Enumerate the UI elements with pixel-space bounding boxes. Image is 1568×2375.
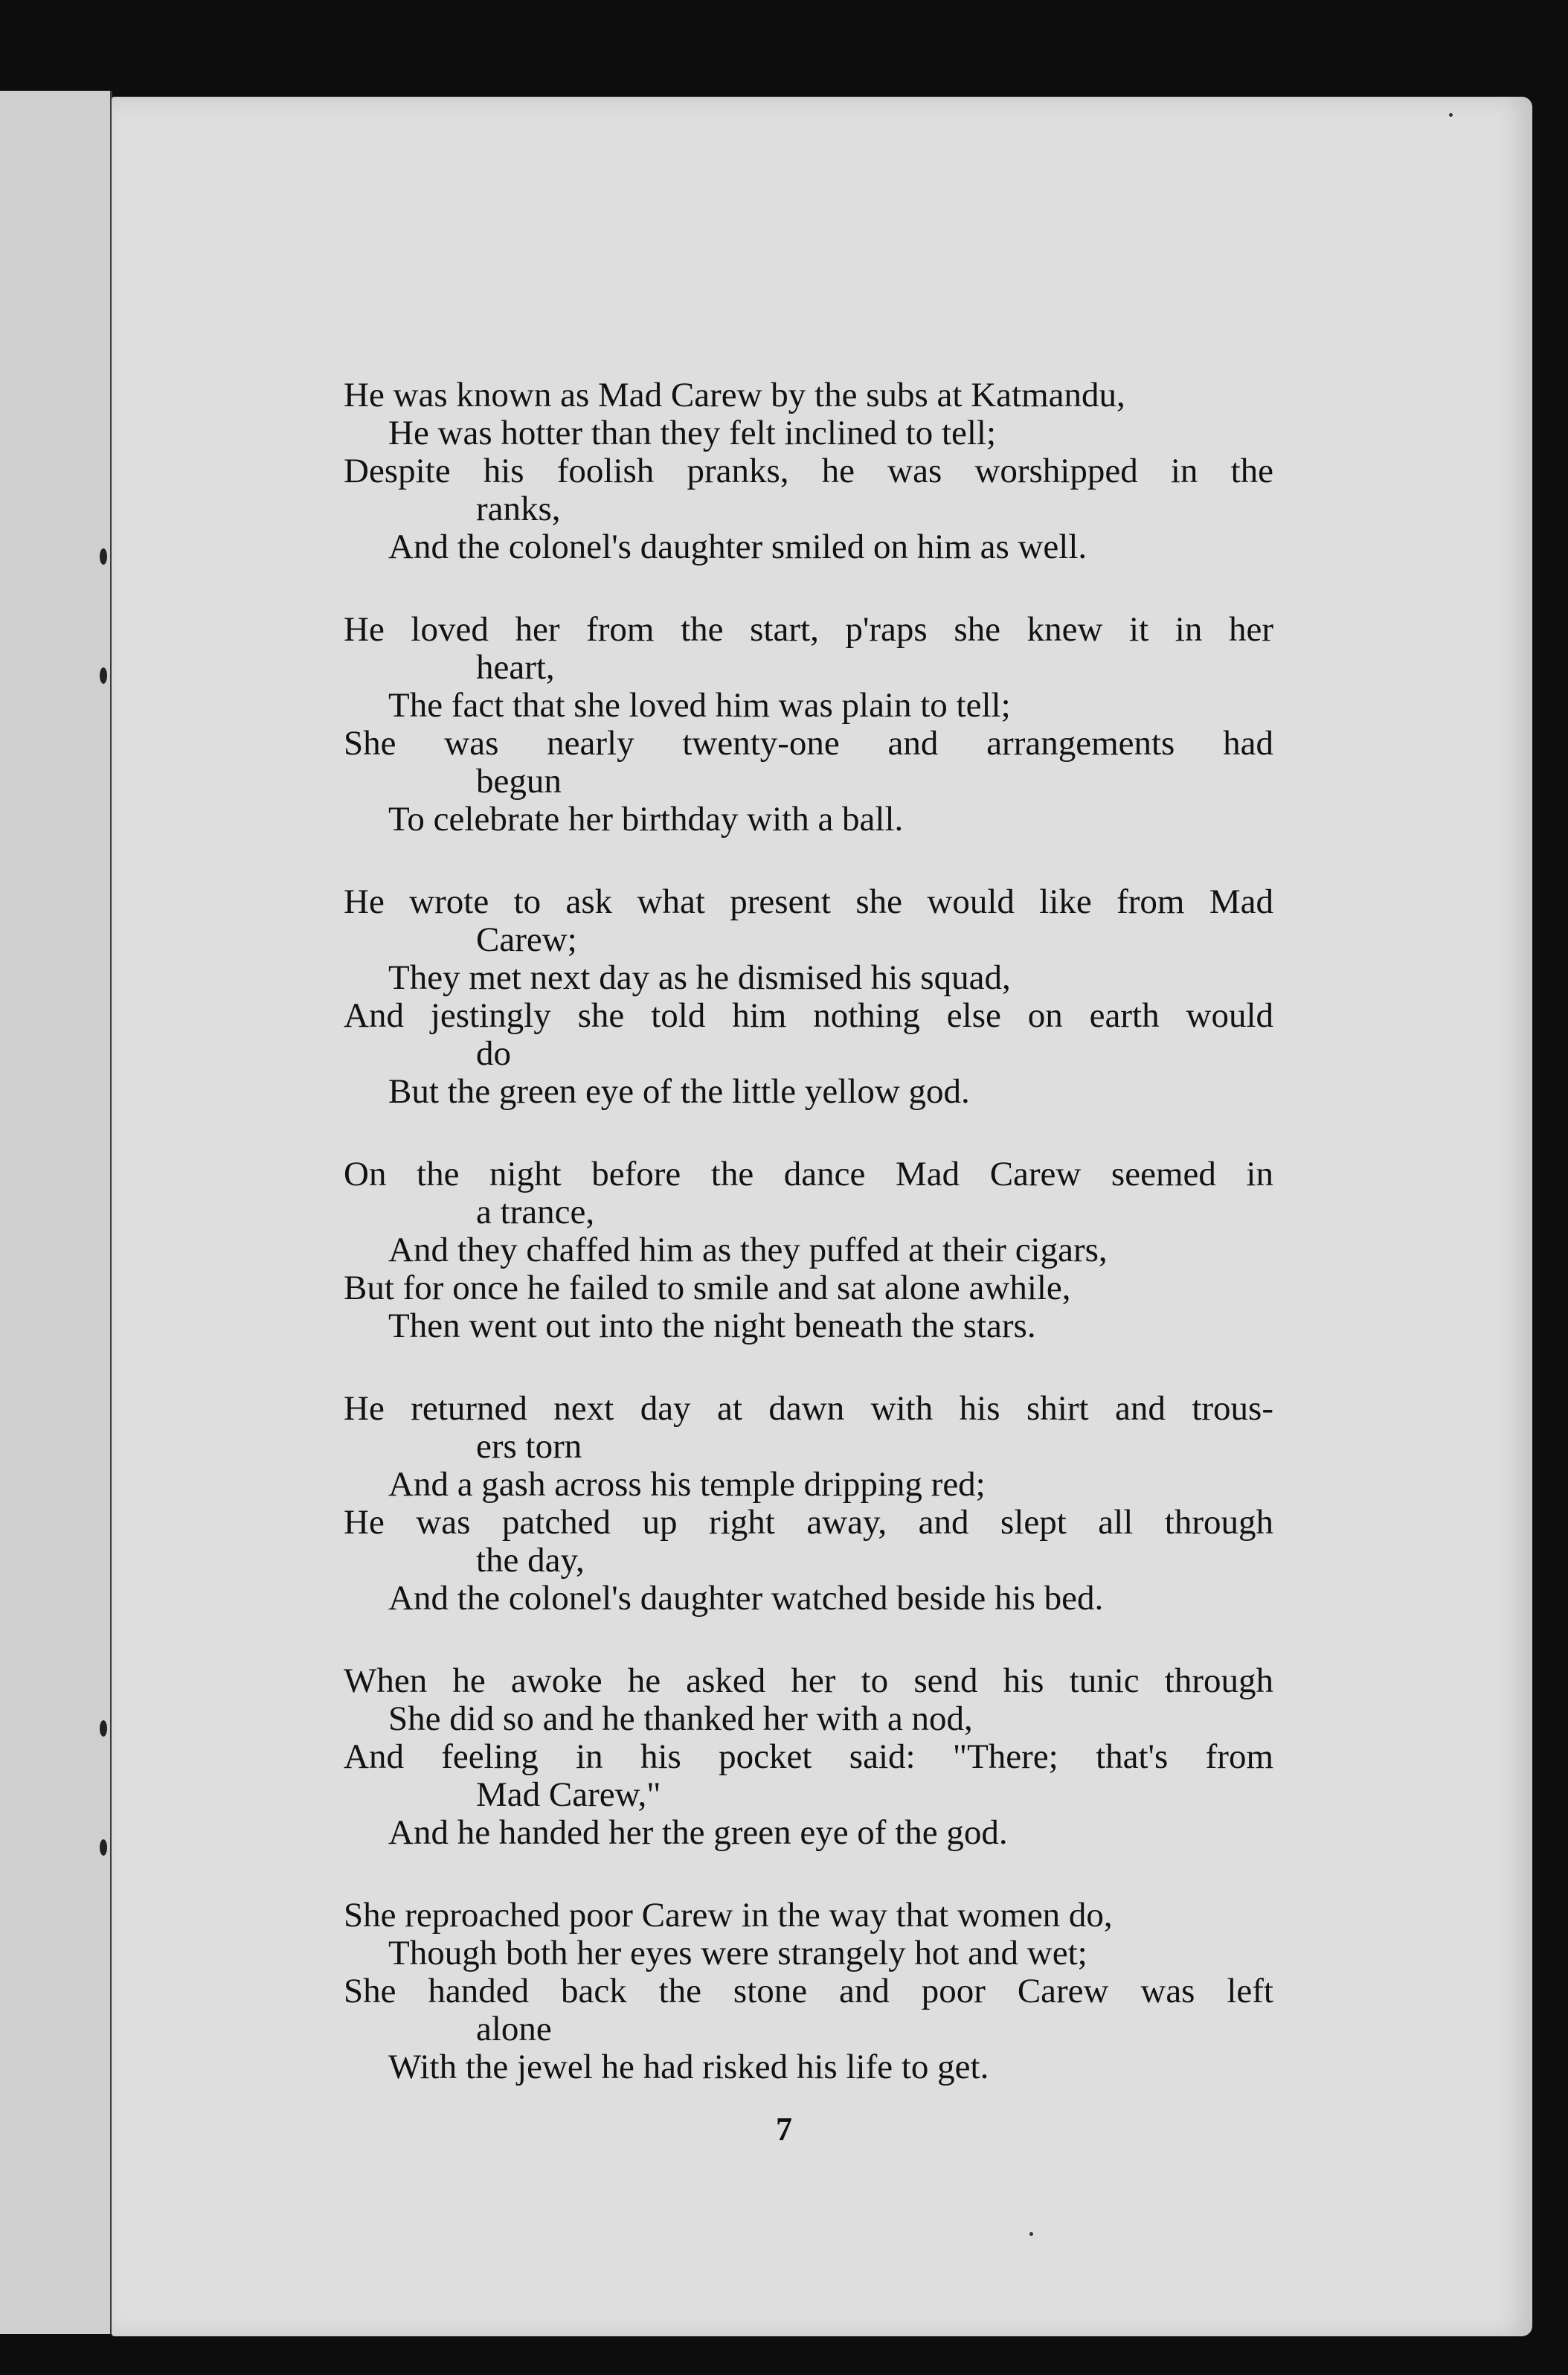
poem-line: He wrote to ask what present she would like from Mad [344, 882, 1273, 921]
paper-speck [1029, 2232, 1033, 2236]
stanza [344, 1390, 1273, 1618]
poem-line: And a gash across his temple dripping red; [388, 1465, 986, 1504]
poem-line: When he awoke he asked her to send his tunic through [344, 1661, 1273, 1700]
poem-line: He returned next day at dawn with his shirt and trous- [344, 1389, 1273, 1428]
binding-stitch-mark [100, 1720, 107, 1737]
poem-line: heart, [476, 648, 555, 687]
poem-line: And the colonel's daughter watched beside his bed. [388, 1579, 1104, 1618]
stanza [344, 1156, 1273, 1345]
left-page-edge [0, 91, 112, 2334]
poem-line: The fact that she loved him was plain to tell; [388, 686, 1011, 725]
poem-line: But for once he failed to smile and sat alone awhile, [344, 1269, 1071, 1307]
poem-line: And they chaffed him as they puffed at their cigars, [388, 1231, 1108, 1269]
poem-line: He loved her from the start, p'raps she knew it in her [344, 610, 1273, 649]
poem-line: do [476, 1034, 511, 1073]
poem-line: She reproached poor Carew in the way that women do, [344, 1896, 1113, 1935]
binding-stitch-mark [100, 548, 107, 565]
poem-line: On the night before the dance Mad Carew seemed in [344, 1155, 1273, 1193]
poem-line: And feeling in his pocket said: "There; that's from [344, 1737, 1273, 1776]
poem-line: alone [476, 2010, 552, 2048]
poem-line: a trance, [476, 1193, 595, 1231]
poem-line: Mad Carew," [476, 1775, 661, 1814]
poem-text [344, 376, 1273, 2131]
poem-line: ranks, [476, 490, 561, 528]
stanza [344, 1662, 1273, 1852]
poem-line: He was patched up right away, and slept all through [344, 1503, 1273, 1542]
poem-line: And he handed her the green eye of the god. [388, 1813, 1008, 1852]
poem-line: She handed back the stone and poor Carew was left [344, 1972, 1273, 2010]
poem-line: They met next day as he dismised his squad, [388, 958, 1011, 997]
poem-line: Though both her eyes were strangely hot and wet; [388, 1934, 1087, 1972]
poem-line: He was hotter than they felt inclined to tell; [388, 414, 997, 452]
poem-line: But the green eye of the little yellow god. [388, 1072, 970, 1111]
poem-line: She was nearly twenty-one and arrangements had [344, 724, 1273, 763]
poem-line: With the jewel he had risked his life to get. [388, 2048, 989, 2086]
poem-line: begun [476, 762, 562, 801]
poem-line: Despite his foolish pranks, he was worshipped in the [344, 452, 1273, 490]
poem-line: She did so and he thanked her with a nod, [388, 1699, 973, 1738]
page-number: 7 [776, 2111, 792, 2147]
binding-stitch-mark [100, 1839, 107, 1856]
paper-speck [1449, 113, 1453, 117]
poem-line: He was known as Mad Carew by the subs at Katmandu, [344, 376, 1125, 414]
binding-stitch-mark [100, 667, 107, 684]
poem-line: And jestingly she told him nothing else on earth would [344, 996, 1273, 1035]
poem-line: ers torn [476, 1427, 582, 1466]
poem-line: Then went out into the night beneath the stars. [388, 1307, 1036, 1345]
stanza [344, 376, 1273, 566]
poem-line: Carew; [476, 920, 577, 959]
poem-line: And the colonel's daughter smiled on him as well. [388, 528, 1087, 566]
poem-line: the day, [476, 1541, 585, 1580]
stanza [344, 1897, 1273, 2086]
poem-line: To celebrate her birthday with a ball. [388, 800, 904, 839]
stanza [344, 611, 1273, 839]
stanza [344, 883, 1273, 1111]
